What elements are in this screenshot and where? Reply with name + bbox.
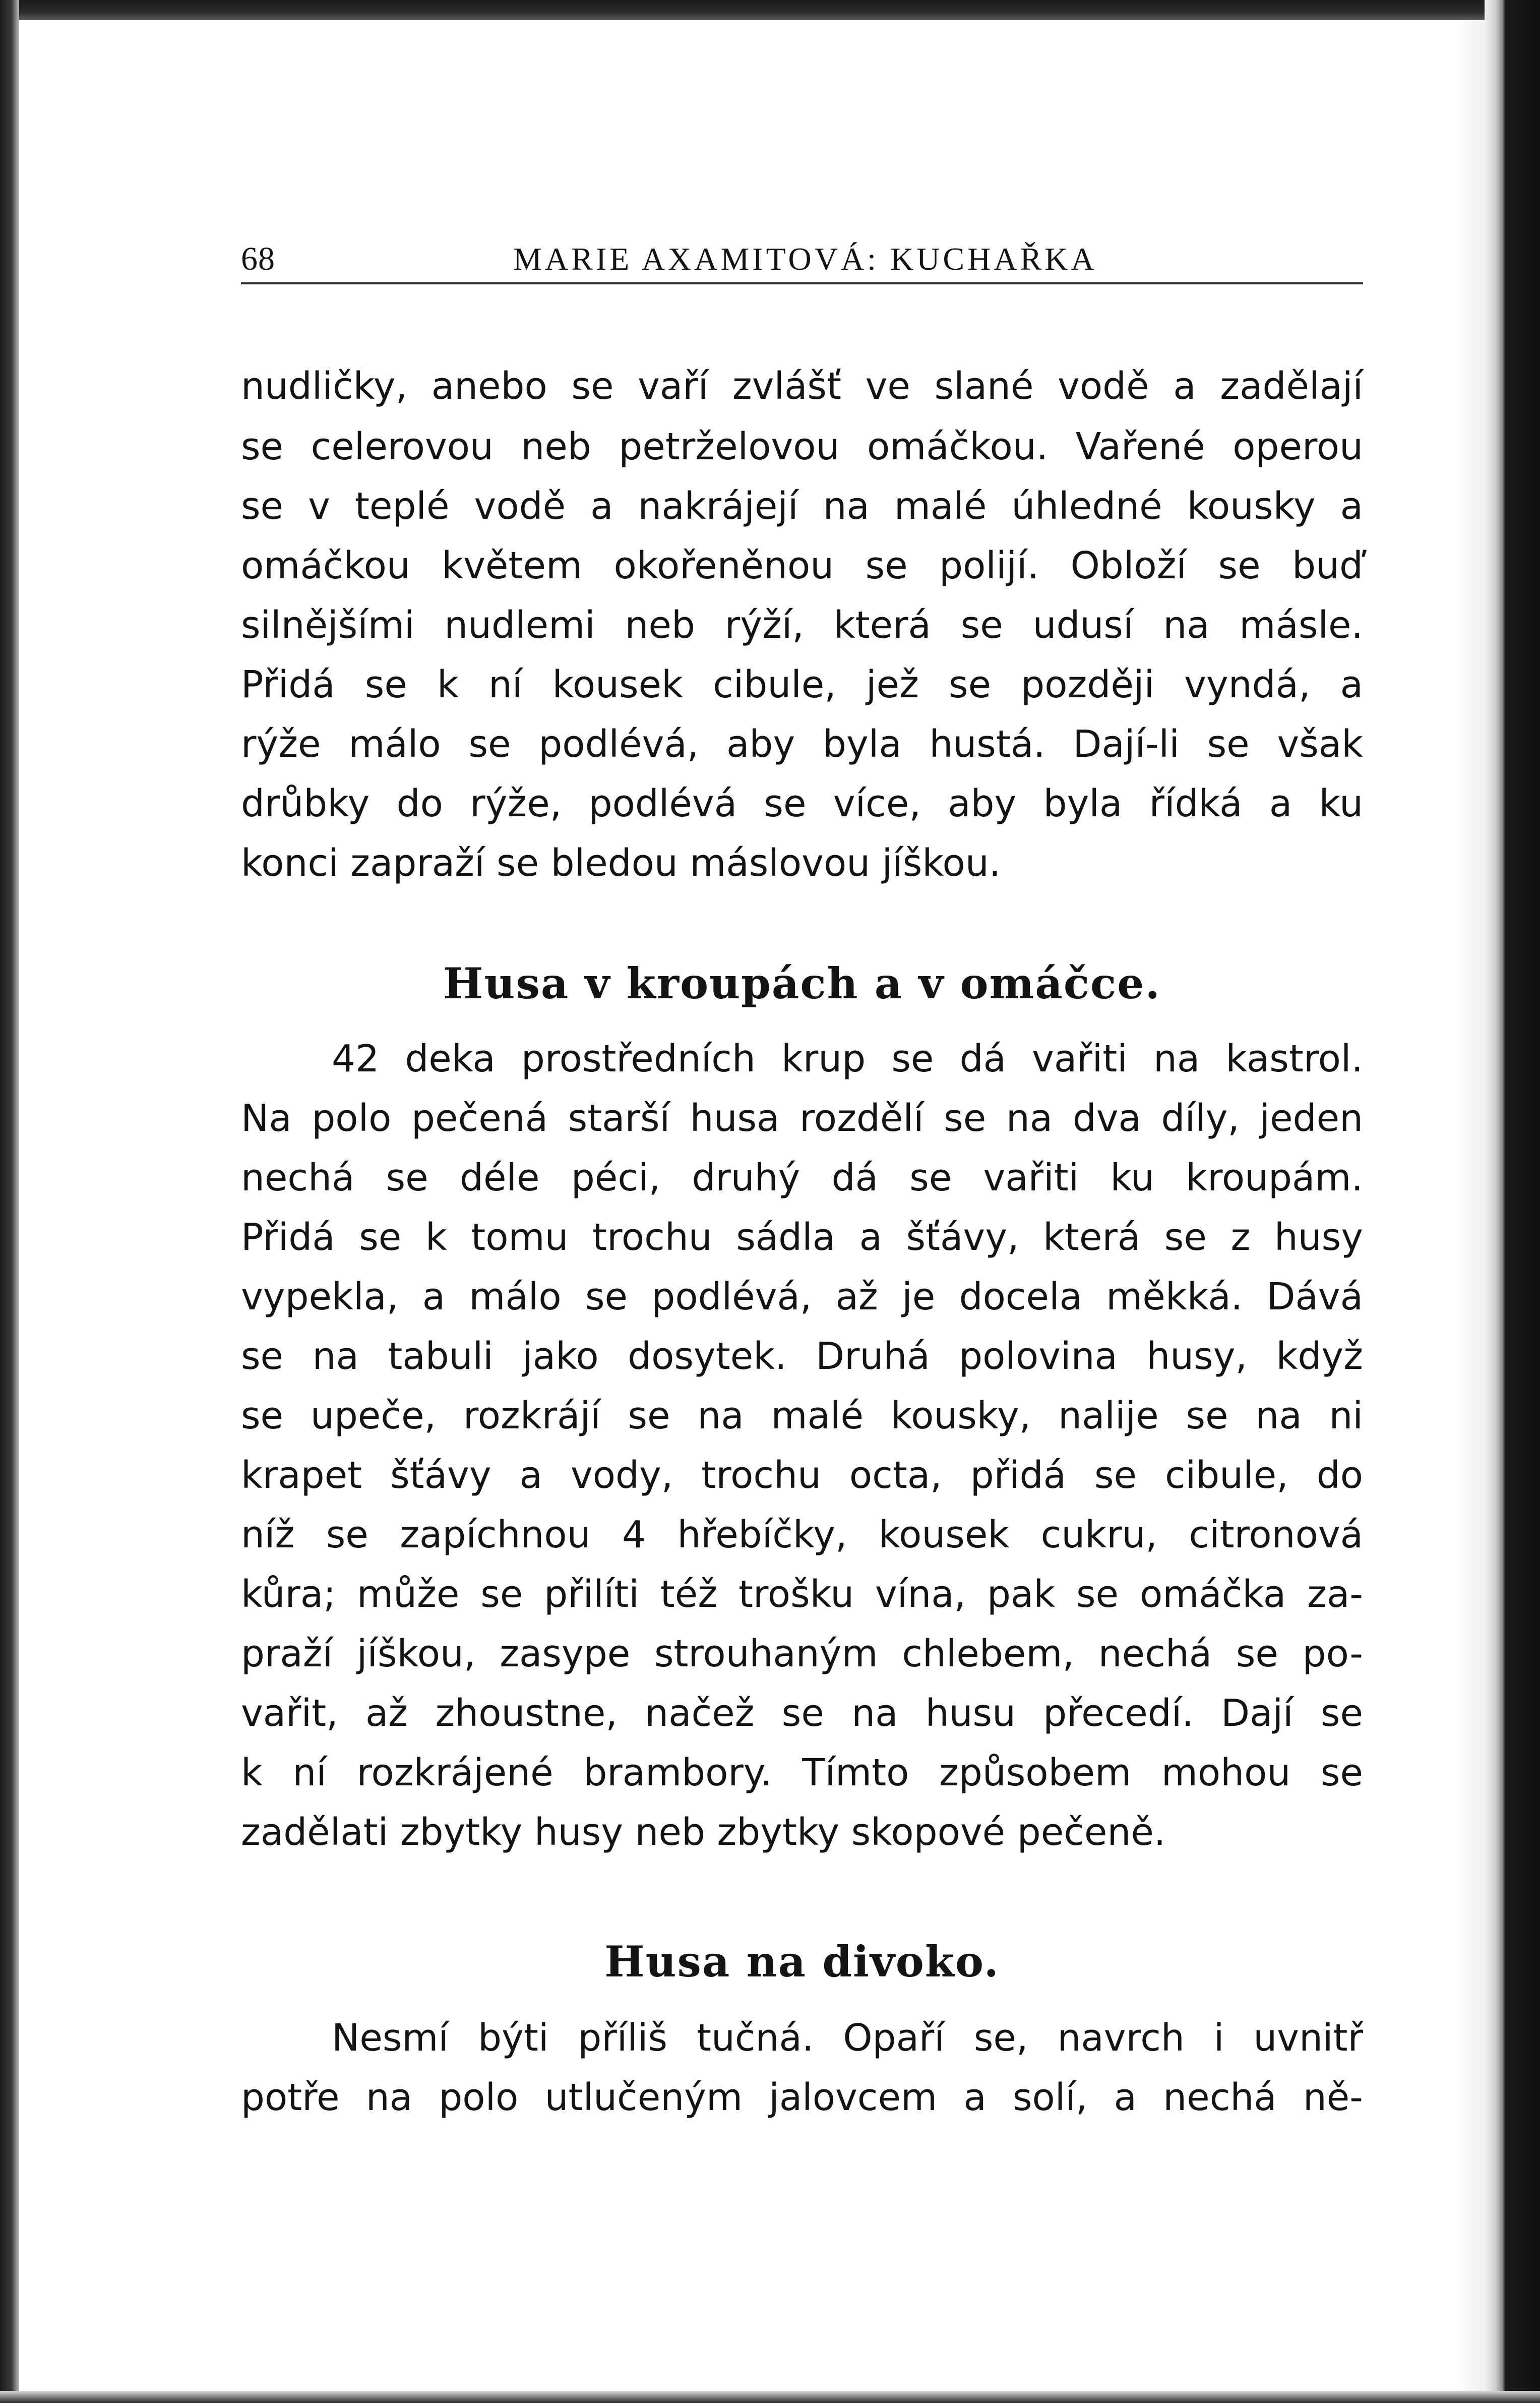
body-line: silnějšími nudlemi neb rýží, která se udusí na másle. <box>241 604 1363 647</box>
body-line: drůbky do rýže, podlévá se více, aby byla řídká a ku <box>241 782 1363 825</box>
body-line: se na tabuli jako dosytek. Druhá polovina husy, když <box>241 1335 1363 1378</box>
page-number: 68 <box>241 241 275 277</box>
body-line: Přidá se k ní kousek cibule, jež se později vyndá, a <box>241 663 1363 706</box>
body-line: se upeče, rozkrájí se na malé kousky, nalije se na ni <box>241 1394 1363 1437</box>
body-line: k ní rozkrájené brambory. Tímto způsobem mohou se <box>241 1751 1363 1794</box>
body-line: omáčkou květem okořeněnou se polijí. Obloží se buď <box>241 544 1363 587</box>
body-line: rýže málo se podlévá, aby byla hustá. Dají-li se však <box>241 723 1363 766</box>
body-line: níž se zapíchnou 4 hřebíčky, kousek cukru, citronová <box>241 1513 1363 1556</box>
body-line: se celerovou neb petrželovou omáčkou. Vařené operou <box>241 425 1363 468</box>
body-line: krapet šťávy a vody, trochu octa, přidá se cibule, do <box>241 1454 1363 1497</box>
body-line: Přidá se k tomu trochu sádla a šťávy, která se z husy <box>241 1216 1363 1259</box>
scan-border-right <box>1485 0 1540 2403</box>
body-line: kůra; může se přilíti též trošku vína, pak se omáčka za- <box>241 1573 1363 1616</box>
body-line: zadělati zbytky husy neb zbytky skopové pečeně. <box>241 1811 1166 1854</box>
body-line: potře na polo utlučeným jalovcem a solí, a nechá ně- <box>241 2076 1363 2119</box>
body-line: vařit, až zhoustne, načež se na husu přecedí. Dají se <box>241 1692 1363 1735</box>
body-line: nudličky, anebo se vaří zvlášť ve slané vodě a zadělají <box>241 365 1363 408</box>
body-line: Nesmí býti příliš tučná. Opaří se, navrch i uvnitř <box>332 2016 1363 2060</box>
body-line: vypekla, a málo se podlévá, až je docela měkká. Dává <box>241 1275 1363 1318</box>
body-line: praží jíškou, zasype strouhaným chlebem, nechá se po- <box>241 1632 1363 1675</box>
body-line: Na polo pečená starší husa rozdělí se na dva díly, jeden <box>241 1097 1363 1140</box>
section-heading-husa-v-kroupach: Husa v kroupách a v omáčce. <box>443 958 1161 1008</box>
running-title: MARIE AXAMITOVÁ: KUCHAŘKA <box>513 241 1097 277</box>
body-line: se v teplé vodě a nakrájejí na malé úhledné kousky a <box>241 485 1363 528</box>
page-edge-shadow <box>1454 20 1485 2391</box>
scan-border-left <box>0 0 19 2403</box>
body-line: 42 deka prostředních krup se dá vařiti na kastrol. <box>332 1037 1363 1080</box>
body-line: konci zapraží se bledou máslovou jíškou. <box>241 842 1001 885</box>
running-header <box>241 236 1363 284</box>
scan-border-bottom <box>0 2391 1540 2403</box>
scan-border-top <box>0 0 1540 20</box>
section-heading-husa-na-divoko: Husa na divoko. <box>604 1937 1000 1987</box>
body-line: nechá se déle péci, druhý dá se vařiti ku kroupám. <box>241 1156 1363 1199</box>
